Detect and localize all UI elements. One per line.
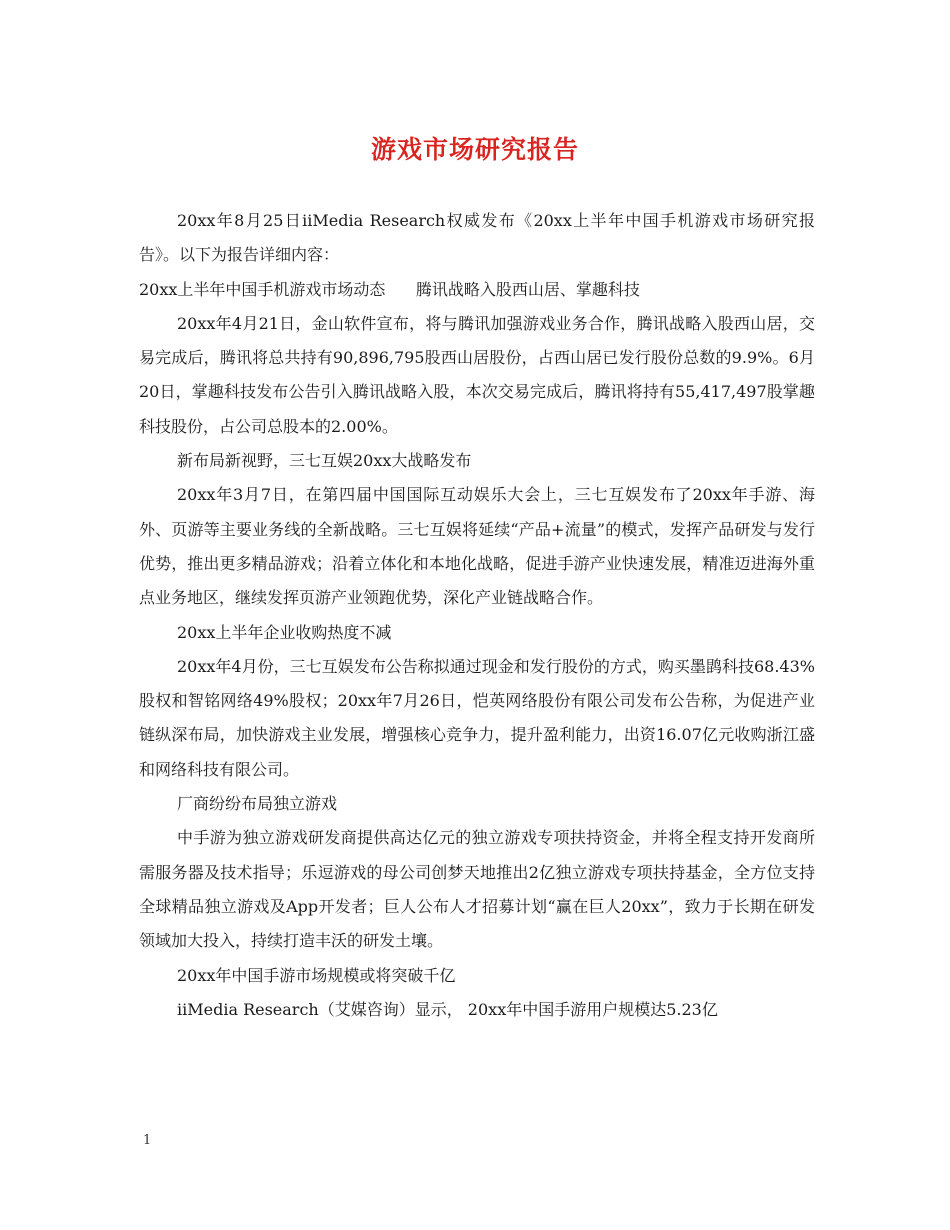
section-heading-market-dynamics: 20xx上半年中国手机游戏市场动态 腾讯战略入股西山居、掌趣科技 — [139, 279, 640, 299]
paragraph-market-size: iiMedia Research（艾媒咨询）显示， 20xx年中国手游用户规模达5.23亿 — [177, 999, 718, 1019]
document-body — [139, 204, 815, 1027]
section-heading-acquisitions: 20xx上半年企业收购热度不减 — [177, 622, 392, 642]
section-heading-37-interactive: 新布局新视野，三七互娱20xx大战略发布 — [177, 451, 472, 471]
paragraph-37-interactive-strategy: 20xx年3月7日，在第四届中国国际互动娱乐大会上，三七互娱发布了20xx年手游、海外、页游等主要业务线的全新战略。三七互娱将延续“产品+流量”的模式，发挥产品研发与发行优势，推出更多精品游戏；沿着立体化和本地化战略，促进手游产业快速发展，精准迈进海外重点业务地区，继续发挥页游产业领跑优势，深化产业链战略合作。 — [139, 485, 815, 608]
document-title: 游戏市场研究报告 — [370, 135, 579, 164]
page-number: 1 — [143, 1133, 152, 1148]
section-heading-indie-games: 厂商纷纷布局独立游戏 — [177, 794, 338, 814]
paragraph-acquisitions: 20xx年4月份，三七互娱发布公告称拟通过现金和发行股份的方式，购买墨鹍科技68.43%股权和智铭网络49%股权；20xx年7月26日，恺英网络股份有限公司发布公告称，为促进产业链纵深布局，加快游戏主业发展，增强核心竞争力，提升盈利能力，出资16.07亿元收购浙江盛和网络科技有限公司。 — [139, 656, 815, 779]
intro-paragraph: 20xx年8月25日iiMedia Research权威发布《20xx上半年中国手机游戏市场研究报告》。以下为报告详细内容： — [139, 211, 815, 265]
paragraph-indie-games: 中手游为独立游戏研发商提供高达亿元的独立游戏专项扶持资金，并将全程支持开发商所需服务器及技术指导；乐逗游戏的母公司创梦天地推出2亿独立游戏专项扶持基金，全方位支持全球精品独立游戏及App开发者；巨人公布人才招募计划“赢在巨人20xx”，致力于长期在研发领域加大投入，持续打造丰沃的研发土壤。 — [139, 828, 815, 951]
paragraph-tencent-investment: 20xx年4月21日，金山软件宣布，将与腾讯加强游戏业务合作，腾讯战略入股西山居，交易完成后，腾讯将总共持有90,896,795股西山居股份，占西山居已发行股份总数的9.9%。6月20日，掌趣科技发布公告引入腾讯战略入股，本次交易完成后，腾讯将持有55,417,497股掌趣科技股份，占公司总股本的2.00%。 — [139, 313, 815, 436]
section-heading-market-size: 20xx年中国手游市场规模或将突破千亿 — [177, 965, 456, 985]
